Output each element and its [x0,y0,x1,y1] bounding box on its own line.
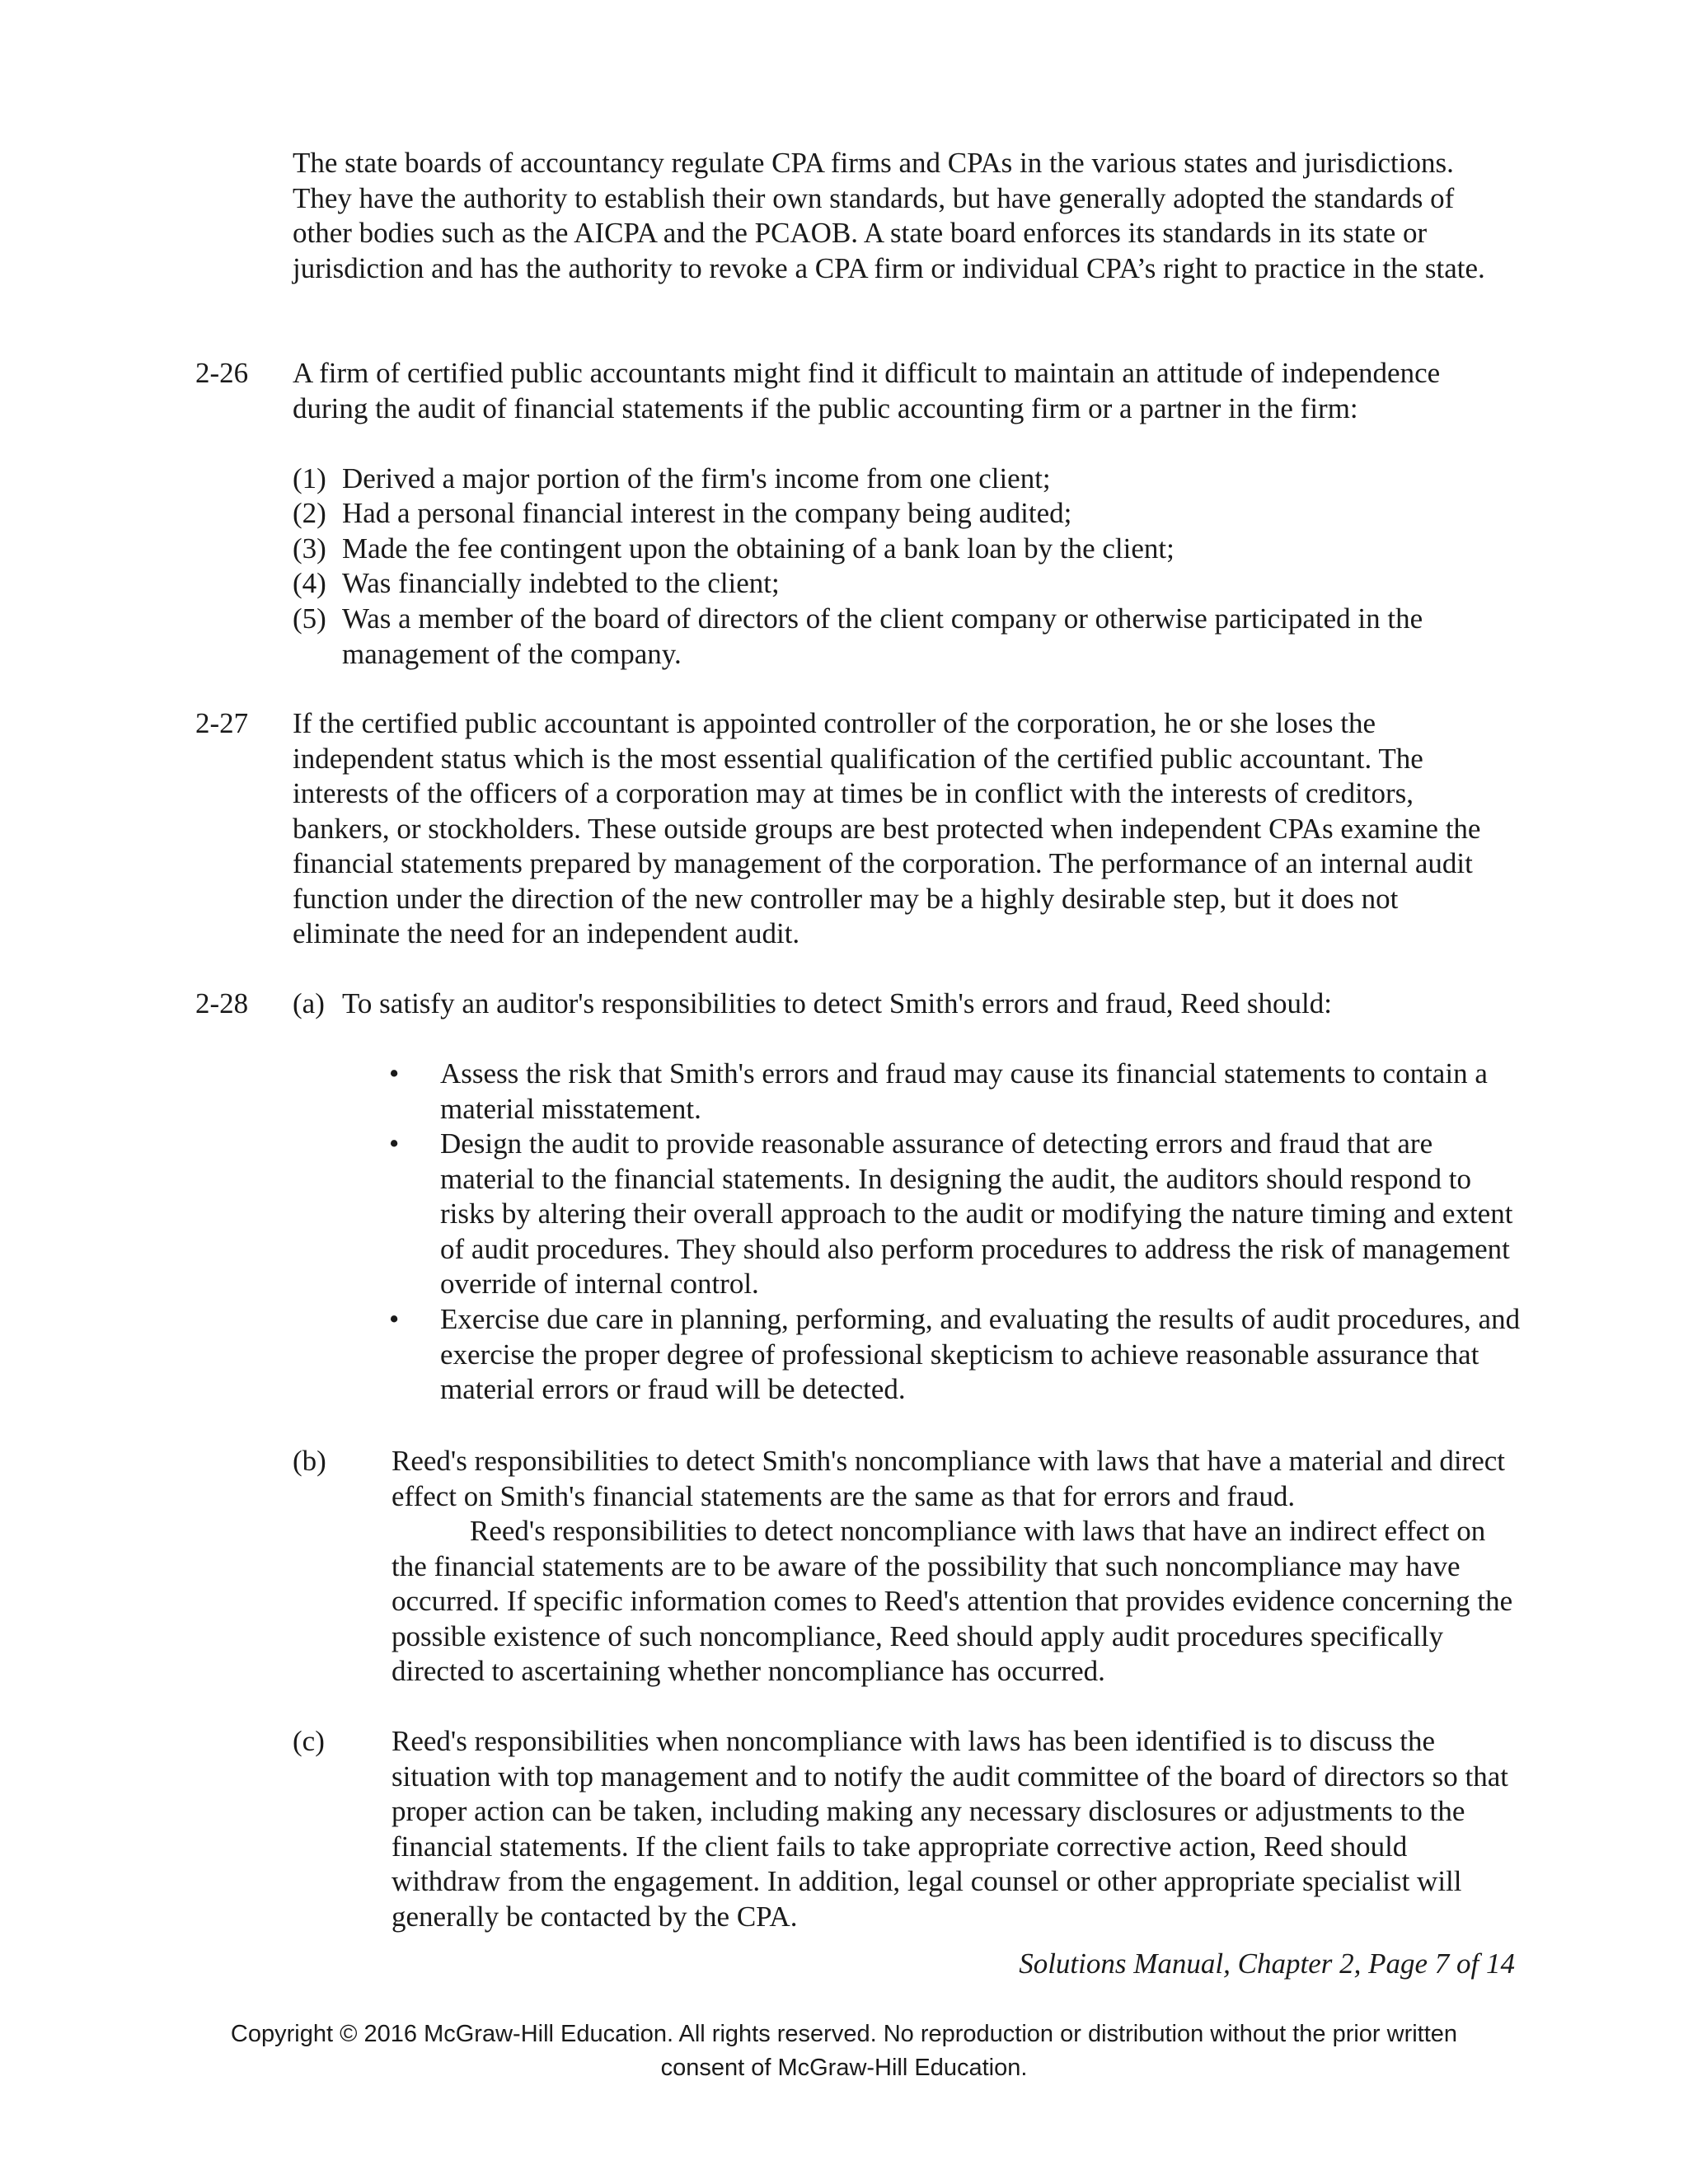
bullet-item [389,1057,1522,1127]
list-item-text: Made the fee contingent upon the obtaining of a bank loan by the client; [342,532,1175,565]
part-a-label: (a) [293,987,325,1019]
bullet-item [389,1302,1522,1408]
list-item-text: Was a member of the board of directors of the client company or otherwise participated in the management of the company. [342,602,1423,670]
part-c-label: (c) [293,1725,325,1757]
list-item [293,496,1496,532]
list-item-text: Derived a major portion of the firm's income from one client; [342,462,1051,494]
part-b-text-1: Reed's responsibilities to detect Smith's noncompliance with laws that have a material and direct effect on Smith's financial statements are the same as that for errors and fraud. [392,1445,1506,1512]
part-b-text-2: Reed's responsibilities to detect noncompliance with laws that have an indirect effect on the financial statements are to be aware of the possibility that such noncompliance may have occurred. If specific information comes to Reed's attention that provides evidence concerning the possible existence of such noncompliance, Reed should apply audit procedures specifically directed to ascertaining whether noncompliance has occurred. [392,1515,1513,1687]
bullet-text: Exercise due care in planning, performing, and evaluating the results of audit procedures, and exercise the proper degree of professional skepticism to achieve reasonable assurance that material errors or fraud will be detected. [440,1303,1521,1405]
part-c-text: Reed's responsibilities when noncompliance with laws has been identified is to discuss the situation with top management and to notify the audit committee of the board of directors so that proper action can be taken, including making any necessary disclosures or adjustments to the financial statements. If the client fails to take appropriate corrective action, Reed should withdraw from the engagement. In addition, legal counsel or other appropriate specialist will generally be contacted by the CPA. [392,1725,1508,1933]
list-item [293,602,1496,672]
list-item-number: (2) [293,497,326,529]
list-item-text: Was financially indebted to the client; [342,567,780,599]
part-a-text: To satisfy an auditor's responsibilities to detect Smith's errors and fraud, Reed should: [342,987,1332,1019]
copyright-line-1: Copyright © 2016 McGraw-Hill Education. All rights reserved. No reproduction or distribution without the prior written [230,2021,1458,2047]
list-item-number: (5) [293,602,326,635]
bullet-text: Assess the risk that Smith's errors and fraud may cause its financial statements to contain a material misstatement. [440,1057,1488,1125]
copyright-line-2: consent of McGraw-Hill Education. [660,2055,1028,2081]
copyright-notice [0,2018,1688,2085]
list-item [293,532,1496,567]
list-item-number: (1) [293,462,326,494]
intro-paragraph: The state boards of accountancy regulate CPA firms and CPAs in the various states and jurisdictions. They have the authority to establish their own standards, but have generally adopted the standards of other bodies such as the AICPA and the PCAOB. A state board enforces its standards in its state or jurisdiction and has the authority to revoke a CPA firm or individual CPA’s right to practice in the state. [293,147,1485,284]
list-item-text: Had a personal financial interest in the company being audited; [342,497,1072,529]
question-number-2-26: 2-26 [195,357,249,389]
question-2-26-text: A firm of certified public accountants might find it difficult to maintain an attitude of independence during the audit of financial statements if the public accounting firm or a partner in the firm: [293,357,1441,424]
question-number-2-28: 2-28 [195,987,249,1019]
page-reference: Solutions Manual, Chapter 2, Page 7 of 14 [1019,1947,1515,1980]
bullet-icon: • [389,1303,400,1335]
list-item-number: (3) [293,532,326,565]
bullet-item [389,1127,1522,1302]
bullet-icon: • [389,1127,400,1160]
question-2-27-text: If the certified public accountant is appointed controller of the corporation, he or she loses the independent status which is the most essential qualification of the certified public accountant. The interests of the officers of a corporation may at times be in conflict with the interests of creditors, bankers, or stockholders. These outside groups are best protected when independent CPAs examine the financial statements prepared by management of the corporation. The performance of an internal audit function under the direction of the new controller may be a highly desirable step, but it does not eliminate the need for an independent audit. [293,707,1481,949]
part-b-label: (b) [293,1445,326,1477]
bullet-icon: • [389,1057,400,1090]
part-b-text [392,1444,1517,1690]
list-item [293,566,1496,602]
question-number-2-27: 2-27 [195,707,249,739]
list-item-number: (4) [293,567,326,599]
bullet-text: Design the audit to provide reasonable assurance of detecting errors and fraud that are material to the financial statements. In designing the audit, the auditors should respond to risks by altering their overall approach to the audit or modifying the nature timing and extent of audit procedures. They should also perform procedures to address the risk of management override of internal control. [440,1127,1513,1300]
list-item [293,462,1496,497]
